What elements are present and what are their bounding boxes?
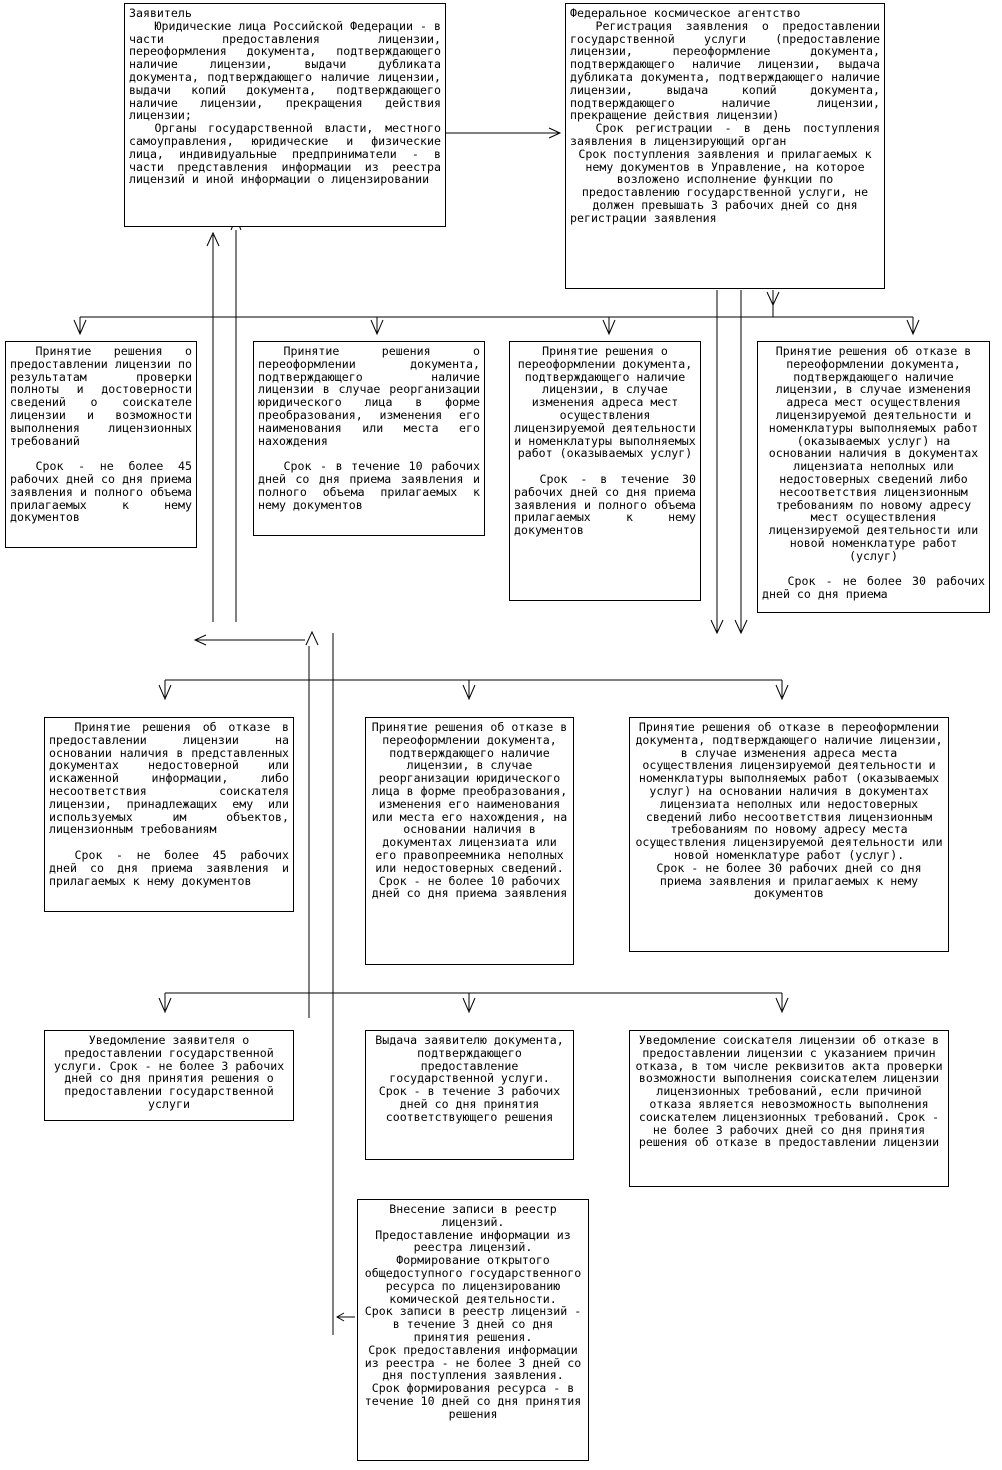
notify-grant-box: [44, 1030, 294, 1121]
registry-resource: Формирование открытого общедоступного государственного ресурса по лицензированию комической деятельности.: [364, 1253, 589, 1306]
applicant-title: Заявитель: [129, 6, 192, 20]
applicant-box: [124, 3, 446, 227]
notify-refusal-box: [629, 1030, 949, 1187]
registry-info: Предоставление информации из реестра лицензий.: [375, 1227, 578, 1255]
refuse-grant-term: Срок - не более 45 рабочих дней со дня приема заявления и прилагаемых к нему документов: [49, 847, 296, 888]
registry-resource-term: Срок формирования ресурса - в течение 10 дней со дня принятия решения: [364, 1381, 589, 1421]
decision-grant-box: [5, 341, 197, 548]
refuse-reissue-reorg-term: Срок - не более 10 рабочих дней со дня приема заявления: [371, 873, 568, 901]
decision-reissue-address-text: Принятие решения о переоформлении документа, подтверждающего наличие лицензии, в случае изменения адреса мест осуществления лицензируемой деятельности и номенклатуры выполняемых работ (оказываемых услуг): [514, 344, 703, 461]
issue-document-box: [365, 1030, 574, 1160]
issue-document-term: Срок - в течение 3 рабочих дней со дня принятия соответствующего решения: [378, 1084, 568, 1124]
decision-grant-term: Срок - не более 45 рабочих дней со дня приема заявления и полного объема прилагаемых к нему документов: [10, 459, 199, 525]
notify-refusal-text: Уведомление соискателя лицензии об отказе в предоставлении лицензии с указанием причин отказа, в том числе реквизитов акта проверки возможности выполнения соискателем лицензии лицензионных требований, если причиной отказа является невозможность выполнения соискателем лицензионных требований. Срок - не более 3 рабочих дней со дня принятия решения об отказе в предоставлении лицензии: [635, 1033, 950, 1150]
refuse-reissue-address-box: [629, 717, 949, 952]
refuse-reissue-address-top-term: Срок - не более 30 рабочих дней со дня приема: [762, 574, 992, 602]
refuse-reissue-reorg-box: [365, 717, 574, 965]
agency-title: Федеральное космическое агентство: [570, 6, 801, 20]
decision-reissue-reorg-term: Срок - в течение 10 рабочих дней со дня приема заявления и полного объема прилагаемых к нему документов: [258, 459, 487, 512]
refuse-reissue-address-top-text: Принятие решения об отказе в переоформлении документа, подтверждающего наличие лицензии, в случае изменения адреса мест осуществления лицензируемой деятельности и номенклатуры выполняемых работ (оказываемых услуг) на основании наличия в документах лицензиата неполных или недостоверных сведений либо несоответствия лицензионным требованиям по новому адресу мест осуществления лицензируемой деятельности или новой номенклатуре работ (услуг): [768, 344, 986, 563]
agency-registration-term: Срок регистрации - в день поступления заявления в лицензирующий орган: [570, 121, 887, 148]
notify-grant-text: Уведомление заявителя о предоставлении государственной услуги. Срок - не более 3 рабочих дней со дня принятия решения о предоставлении государственной услуги: [53, 1033, 292, 1111]
agency-registration: Регистрация заявления о предоставлении государственной услуги (предоставление лицензии, переоформление документа, подтверждающего наличие лицензии, выдача дубликата документа, подтверждающего наличие лицензии, выдача копий документа, подтверждающего наличие лицензии, прекращение действия лицензии): [570, 18, 887, 123]
decision-reissue-address-term: Срок - в течение 30 рабочих дней со дня приема заявления и полного объема прилагаемых к нему документов: [514, 471, 703, 538]
registry-entry: Внесение записи в реестр лицензий.: [389, 1202, 564, 1229]
registry-box: [357, 1199, 589, 1461]
refuse-grant-text: Принятие решения об отказе в предоставлении лицензии на основании наличия в представленных документах недостоверной или искаженной информации, либо несоответствия соискателя лицензии, принадлежащих ему или используемых им объектов, лицензионным требованиям: [49, 720, 296, 837]
registry-entry-term: Срок записи в реестр лицензий - в течение 3 дней со дня принятия решения.: [364, 1304, 589, 1344]
refuse-reissue-address-top-box: [757, 341, 990, 613]
decision-grant-text: Принятие решения о предоставлении лицензии по результатам проверки полноты и достоверности сведений о соискателе лицензии и возможности выполнения лицензионных требований: [10, 344, 199, 448]
refuse-reissue-reorg-text: Принятие решения об отказе в переоформлении документа, подтверждающего наличие лицензии, в случае реорганизации юридического лица в форме преобразования, изменения его наименования или места его нахождения, на основании наличия в документах лицензиата или его правопреемника неполных или недостоверных сведений.: [371, 720, 575, 875]
decision-reissue-address-box: [509, 341, 701, 601]
registry-info-term: Срок предоставления информации из реестра - не более 3 дней со дня поступления заявления.: [364, 1342, 589, 1383]
refuse-reissue-address-text: Принятие решения об отказе в переоформлении документа, подтверждающего наличие лицензии, в случае изменения адреса места осуществления лицензируемой деятельности и номенклатуры выполняемых работ (оказываемых услуг) на основании наличия в документах лицензиата неполных или недостоверных сведений либо несоответствия лицензионным требованиям по новому адресу места осуществления лицензируемой деятельности или новой номенклатуре работ (услуг).: [635, 720, 950, 862]
decision-reissue-reorg-box: [253, 341, 485, 536]
decision-reissue-reorg-text: Принятие решения о переоформлении документа, подтверждающего наличие лицензии в случае реорганизации юридического лица в форме преобразования, изменения его наименования или места его нахождения: [258, 344, 487, 448]
applicant-authorities: Органы государственной власти, местного самоуправления, юридические и физические лица, индивидуальные предприниматели - в части представления информации из реестра лицензий и иной информации о лицензировании: [129, 121, 448, 187]
applicant-legal-entities: Юридические лица Российской Федерации - в части предоставления лицензии, переоформления документа, подтверждающего наличие лицензии, выдачи дубликата документа, подтверждающего наличие лицензии, выдачи копий документа, подтверждающего наличие лицензии, прекращения действия лицензии;: [129, 18, 448, 123]
issue-document-text: Выдача заявителю документа, подтверждающего предоставление государственной услуги.: [375, 1033, 571, 1086]
refuse-grant-box: [44, 717, 294, 912]
agency-transfer-term: Срок поступления заявления и прилагаемых к нему документов в Управление, на которое возложено исполнение функции по предоставлению государственной услуги, не должен превышать 3 рабочих дней со дня регистрации заявления: [570, 146, 879, 225]
agency-box: [565, 3, 885, 289]
refuse-reissue-address-term: Срок - не более 30 рабочих дней со дня приема заявления и прилагаемых к нему документов: [656, 860, 929, 901]
